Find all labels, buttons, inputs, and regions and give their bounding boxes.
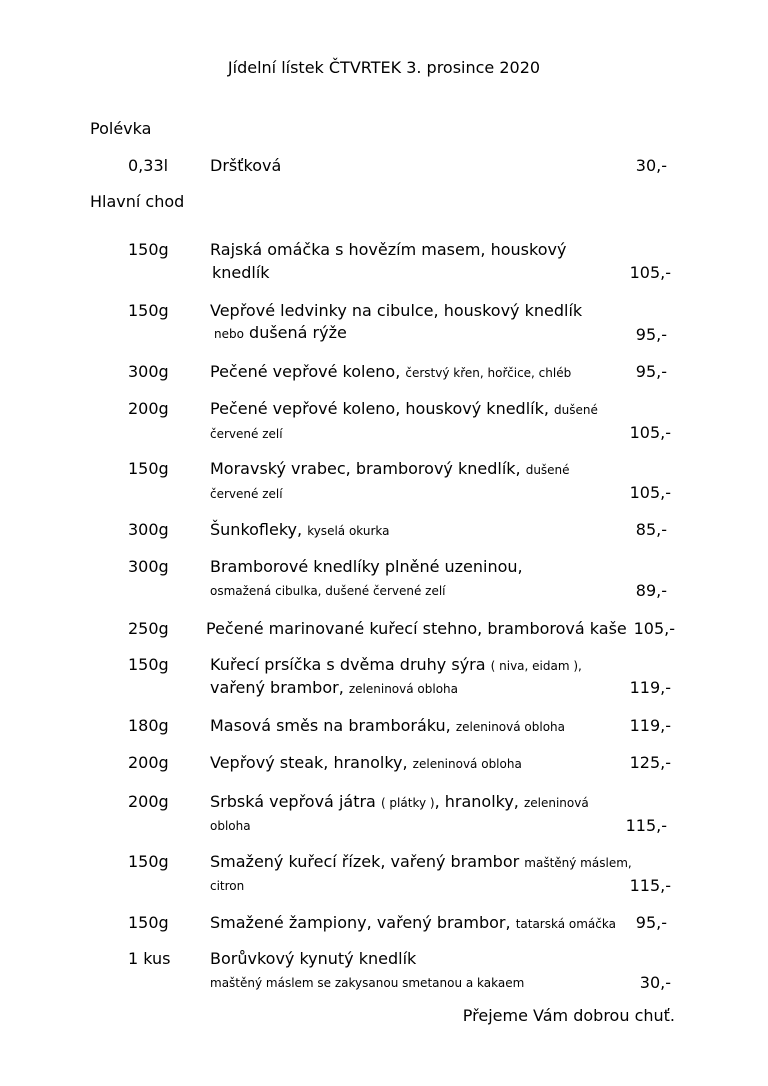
item-price: 115,- — [625, 816, 667, 835]
item-name: Pečené vepřové koleno, — [210, 362, 406, 381]
item-quantity: 150g — [128, 459, 169, 478]
item-name-line2: vařený brambor, — [210, 678, 349, 697]
section-main-heading: Hlavní chod — [90, 192, 185, 211]
item-name: Kuřecí prsíčka s dvěma druhy sýra — [210, 655, 491, 674]
item-name: Pečené vepřové koleno, houskový knedlík, — [210, 399, 555, 418]
closing-note: Přejeme Vám dobrou chuť. — [462, 1006, 675, 1025]
item-quantity: 150g — [128, 240, 169, 259]
item-name: Borůvkový kynutý knedlík — [210, 949, 417, 968]
item-note: nebo — [214, 327, 244, 341]
item-price: 119,- — [629, 716, 671, 735]
item-quantity: 150g — [128, 655, 169, 674]
item-price: 115,- — [629, 876, 671, 895]
item-price: 105,- — [633, 619, 675, 638]
item-side: čerstvý křen, hořčice, chléb — [405, 366, 572, 380]
item-side: tatarská omáčka — [515, 917, 616, 931]
item-side: dušené — [525, 463, 570, 477]
item-name: Masová směs na bramboráku, — [210, 716, 456, 735]
item-name: Šunkofleky, — [210, 520, 308, 539]
item-quantity: 150g — [128, 852, 169, 871]
item-name-cont: , hranolky, — [434, 792, 524, 811]
item-quantity: 300g — [128, 557, 169, 576]
item-side-line2: červené zelí — [210, 427, 283, 441]
item-name: Bramborové knedlíky plněné uzeninou, — [210, 557, 523, 576]
item-name: Pečené marinované kuřecí stehno, bramborová kaše — [206, 619, 627, 638]
item-price: 89,- — [635, 581, 667, 600]
item-quantity: 200g — [128, 792, 169, 811]
item-name: Moravský vrabec, bramborový knedlík, — [210, 459, 526, 478]
item-quantity: 200g — [128, 399, 169, 418]
item-price: 105,- — [629, 263, 671, 282]
item-price: 95,- — [635, 325, 667, 344]
item-side-line2: červené zelí — [210, 487, 283, 501]
item-quantity: 0,33l — [128, 156, 169, 175]
item-side-line2: maštěný máslem se zakysanou smetanou a kakaem — [210, 976, 525, 990]
item-name: Vepřový steak, hranolky, — [210, 753, 413, 772]
item-side: dušené — [554, 403, 598, 417]
item-quantity: 300g — [128, 362, 169, 381]
item-name: Vepřové ledvinky na cibulce, houskový knedlík — [210, 301, 583, 320]
item-side-line2: citron — [210, 879, 245, 893]
item-price: 119,- — [629, 678, 671, 697]
item-price: 95,- — [635, 913, 667, 932]
item-name-line2: dušená rýže — [249, 323, 347, 342]
item-quantity: 1 kus — [128, 949, 171, 968]
item-side-line2: osmažená cibulka, dušené červené zelí — [210, 584, 446, 598]
item-note: ( plátky ) — [380, 796, 435, 810]
item-name: Srbská vepřová játra — [210, 792, 381, 811]
item-note: ( niva, eidam ), — [490, 659, 582, 673]
item-price: 105,- — [629, 483, 671, 502]
item-quantity: 300g — [128, 520, 169, 539]
item-side: maštěný máslem, — [524, 856, 632, 870]
item-side: zeleninová obloha — [412, 757, 522, 771]
item-quantity: 150g — [128, 913, 169, 932]
item-quantity: 180g — [128, 716, 169, 735]
item-price: 125,- — [629, 753, 671, 772]
item-side-line2: obloha — [210, 819, 251, 833]
item-quantity: 150g — [128, 301, 169, 320]
item-side: zeleninová — [523, 796, 589, 810]
item-name: Smažené žampiony, vařený brambor, — [210, 913, 516, 932]
item-price: 95,- — [635, 362, 667, 381]
item-side: zeleninová obloha — [455, 720, 566, 734]
item-quantity: 250g — [128, 619, 169, 638]
item-side: zeleninová obloha — [348, 682, 459, 696]
item-price: 105,- — [629, 423, 671, 442]
page-title: Jídelní lístek ČTVRTEK 3. prosince 2020 — [227, 58, 541, 77]
item-name: Smažený kuřecí řízek, vařený brambor — [210, 852, 525, 871]
item-name: Rajská omáčka s hovězím masem, houskový — [210, 240, 567, 259]
item-price: 85,- — [635, 520, 667, 539]
section-soup-heading: Polévka — [90, 119, 152, 138]
item-name: Dršťková — [210, 156, 282, 175]
item-price: 30,- — [635, 156, 667, 175]
item-name-line2: knedlík — [212, 263, 270, 282]
item-quantity: 200g — [128, 753, 169, 772]
item-side: kyselá okurka — [307, 524, 390, 538]
item-price: 30,- — [639, 973, 671, 992]
